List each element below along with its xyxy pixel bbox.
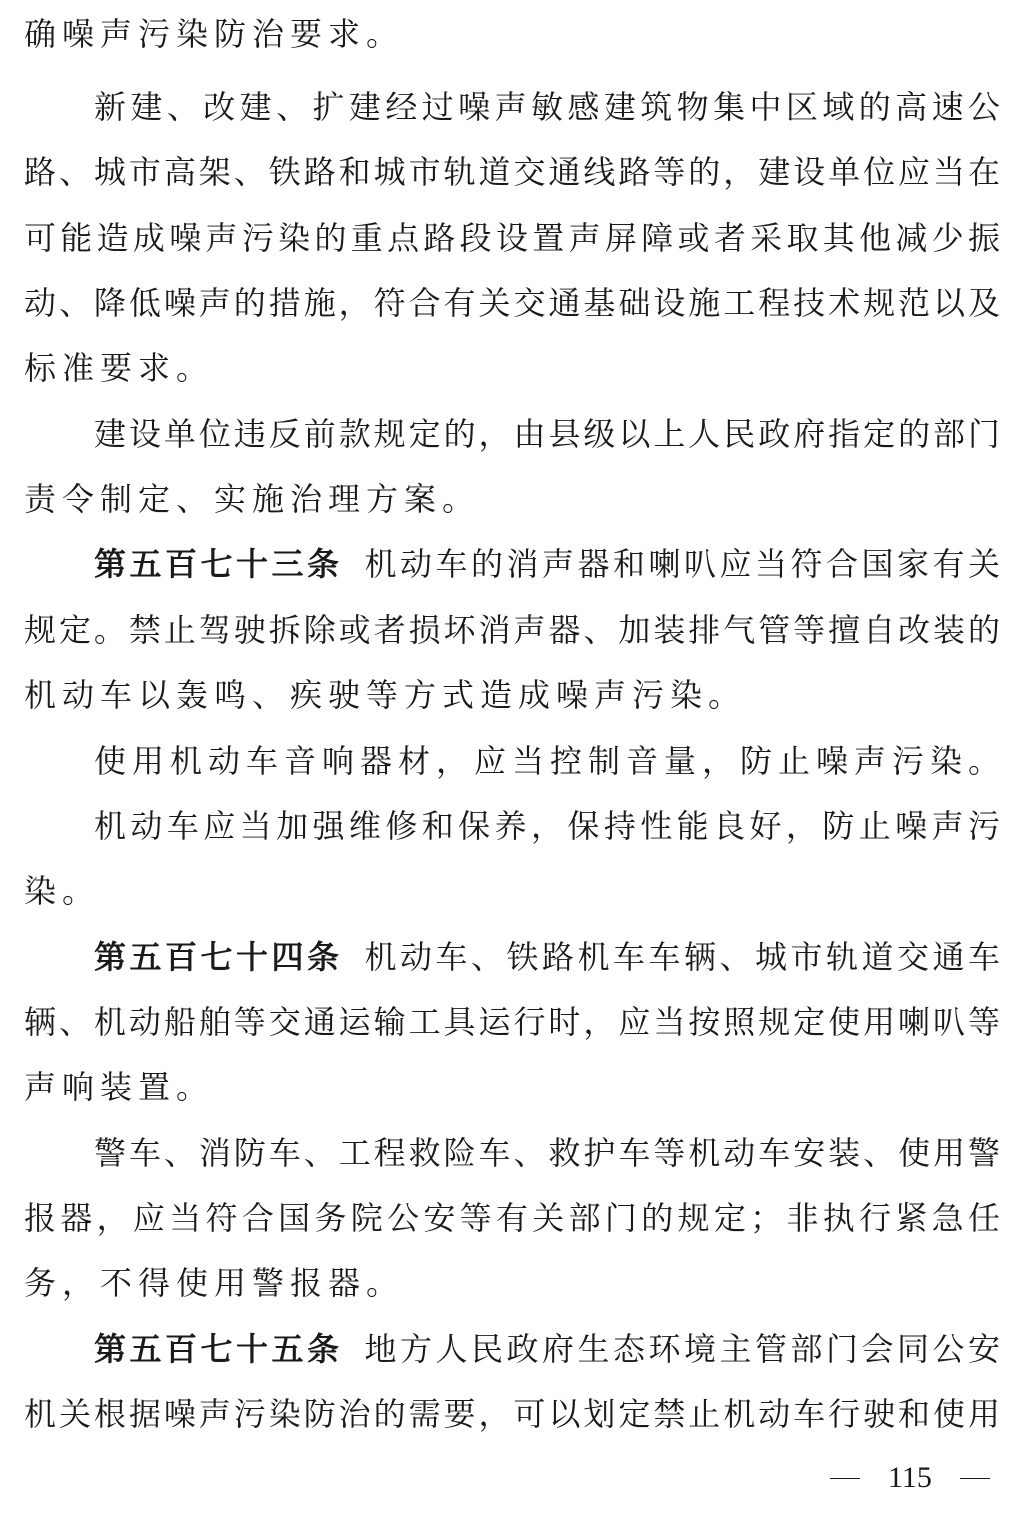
text-line: 染。 — [24, 872, 101, 910]
paragraph-start: 机动车应当加强维修和保养，保持性能良好，防止噪声污 — [94, 807, 1000, 845]
article-heading: 第五百七十五条 — [94, 1330, 343, 1368]
paragraph-start: 使用机动车音响器材，应当控制音量，防止噪声污染。 — [94, 742, 1007, 780]
text-line: 机动车以轰鸣、疾驶等方式造成噪声污染。 — [24, 676, 747, 714]
article-text: 机动车、铁路机车车辆、城市轨道交通车 — [364, 938, 1000, 976]
text-line: 路、城市高架、铁路和城市轨道交通线路等的，建设单位应当在 — [24, 153, 1000, 191]
text-line: 辆、机动船舶等交通运输工具运行时，应当按照规定使用喇叭等 — [24, 1003, 1000, 1041]
text-line: 报器，应当符合国务院公安等有关部门的规定；非执行紧急任 — [24, 1199, 1000, 1237]
article-heading: 第五百七十四条 — [94, 938, 343, 976]
article-text: 机动车的消声器和喇叭应当符合国家有关 — [364, 545, 1000, 583]
article-574-first-line — [94, 935, 1000, 979]
text-line: 标准要求。 — [24, 349, 215, 387]
paragraph-start: 新建、改建、扩建经过噪声敏感建筑物集中区域的高速公 — [94, 88, 1000, 126]
text-line: 责令制定、实施治理方案。 — [24, 480, 481, 518]
article-heading: 第五百七十三条 — [94, 545, 343, 583]
paragraph-start: 警车、消防车、工程救险车、救护车等机动车安装、使用警 — [94, 1134, 1000, 1172]
article-text: 地方人民政府生态环境主管部门会同公安 — [364, 1330, 1000, 1368]
page-number: 115 — [888, 1461, 932, 1494]
text-line: 规定。禁止驾驶拆除或者损坏消声器、加装排气管等擅自改装的 — [24, 611, 1000, 649]
text-line: 机关根据噪声污染防治的需要，可以划定禁止机动车行驶和使用 — [24, 1395, 1000, 1433]
text-line: 可能造成噪声污染的重点路段设置声屏障或者采取其他减少振 — [24, 219, 1000, 257]
article-573-first-line — [94, 542, 1000, 586]
paragraph-start: 建设单位违反前款规定的，由县级以上人民政府指定的部门 — [94, 415, 1000, 453]
article-575-first-line — [94, 1327, 1000, 1371]
text-line: 务，不得使用警报器。 — [24, 1264, 405, 1302]
page-footer — [830, 1458, 990, 1498]
text-line: 确噪声污染防治要求。 — [24, 15, 405, 53]
text-line: 动、降低噪声的措施，符合有关交通基础设施工程技术规范以及 — [24, 284, 1000, 322]
text-line: 声响装置。 — [24, 1068, 215, 1106]
footer-dash-right — [960, 1478, 990, 1479]
footer-dash-left — [830, 1478, 860, 1479]
